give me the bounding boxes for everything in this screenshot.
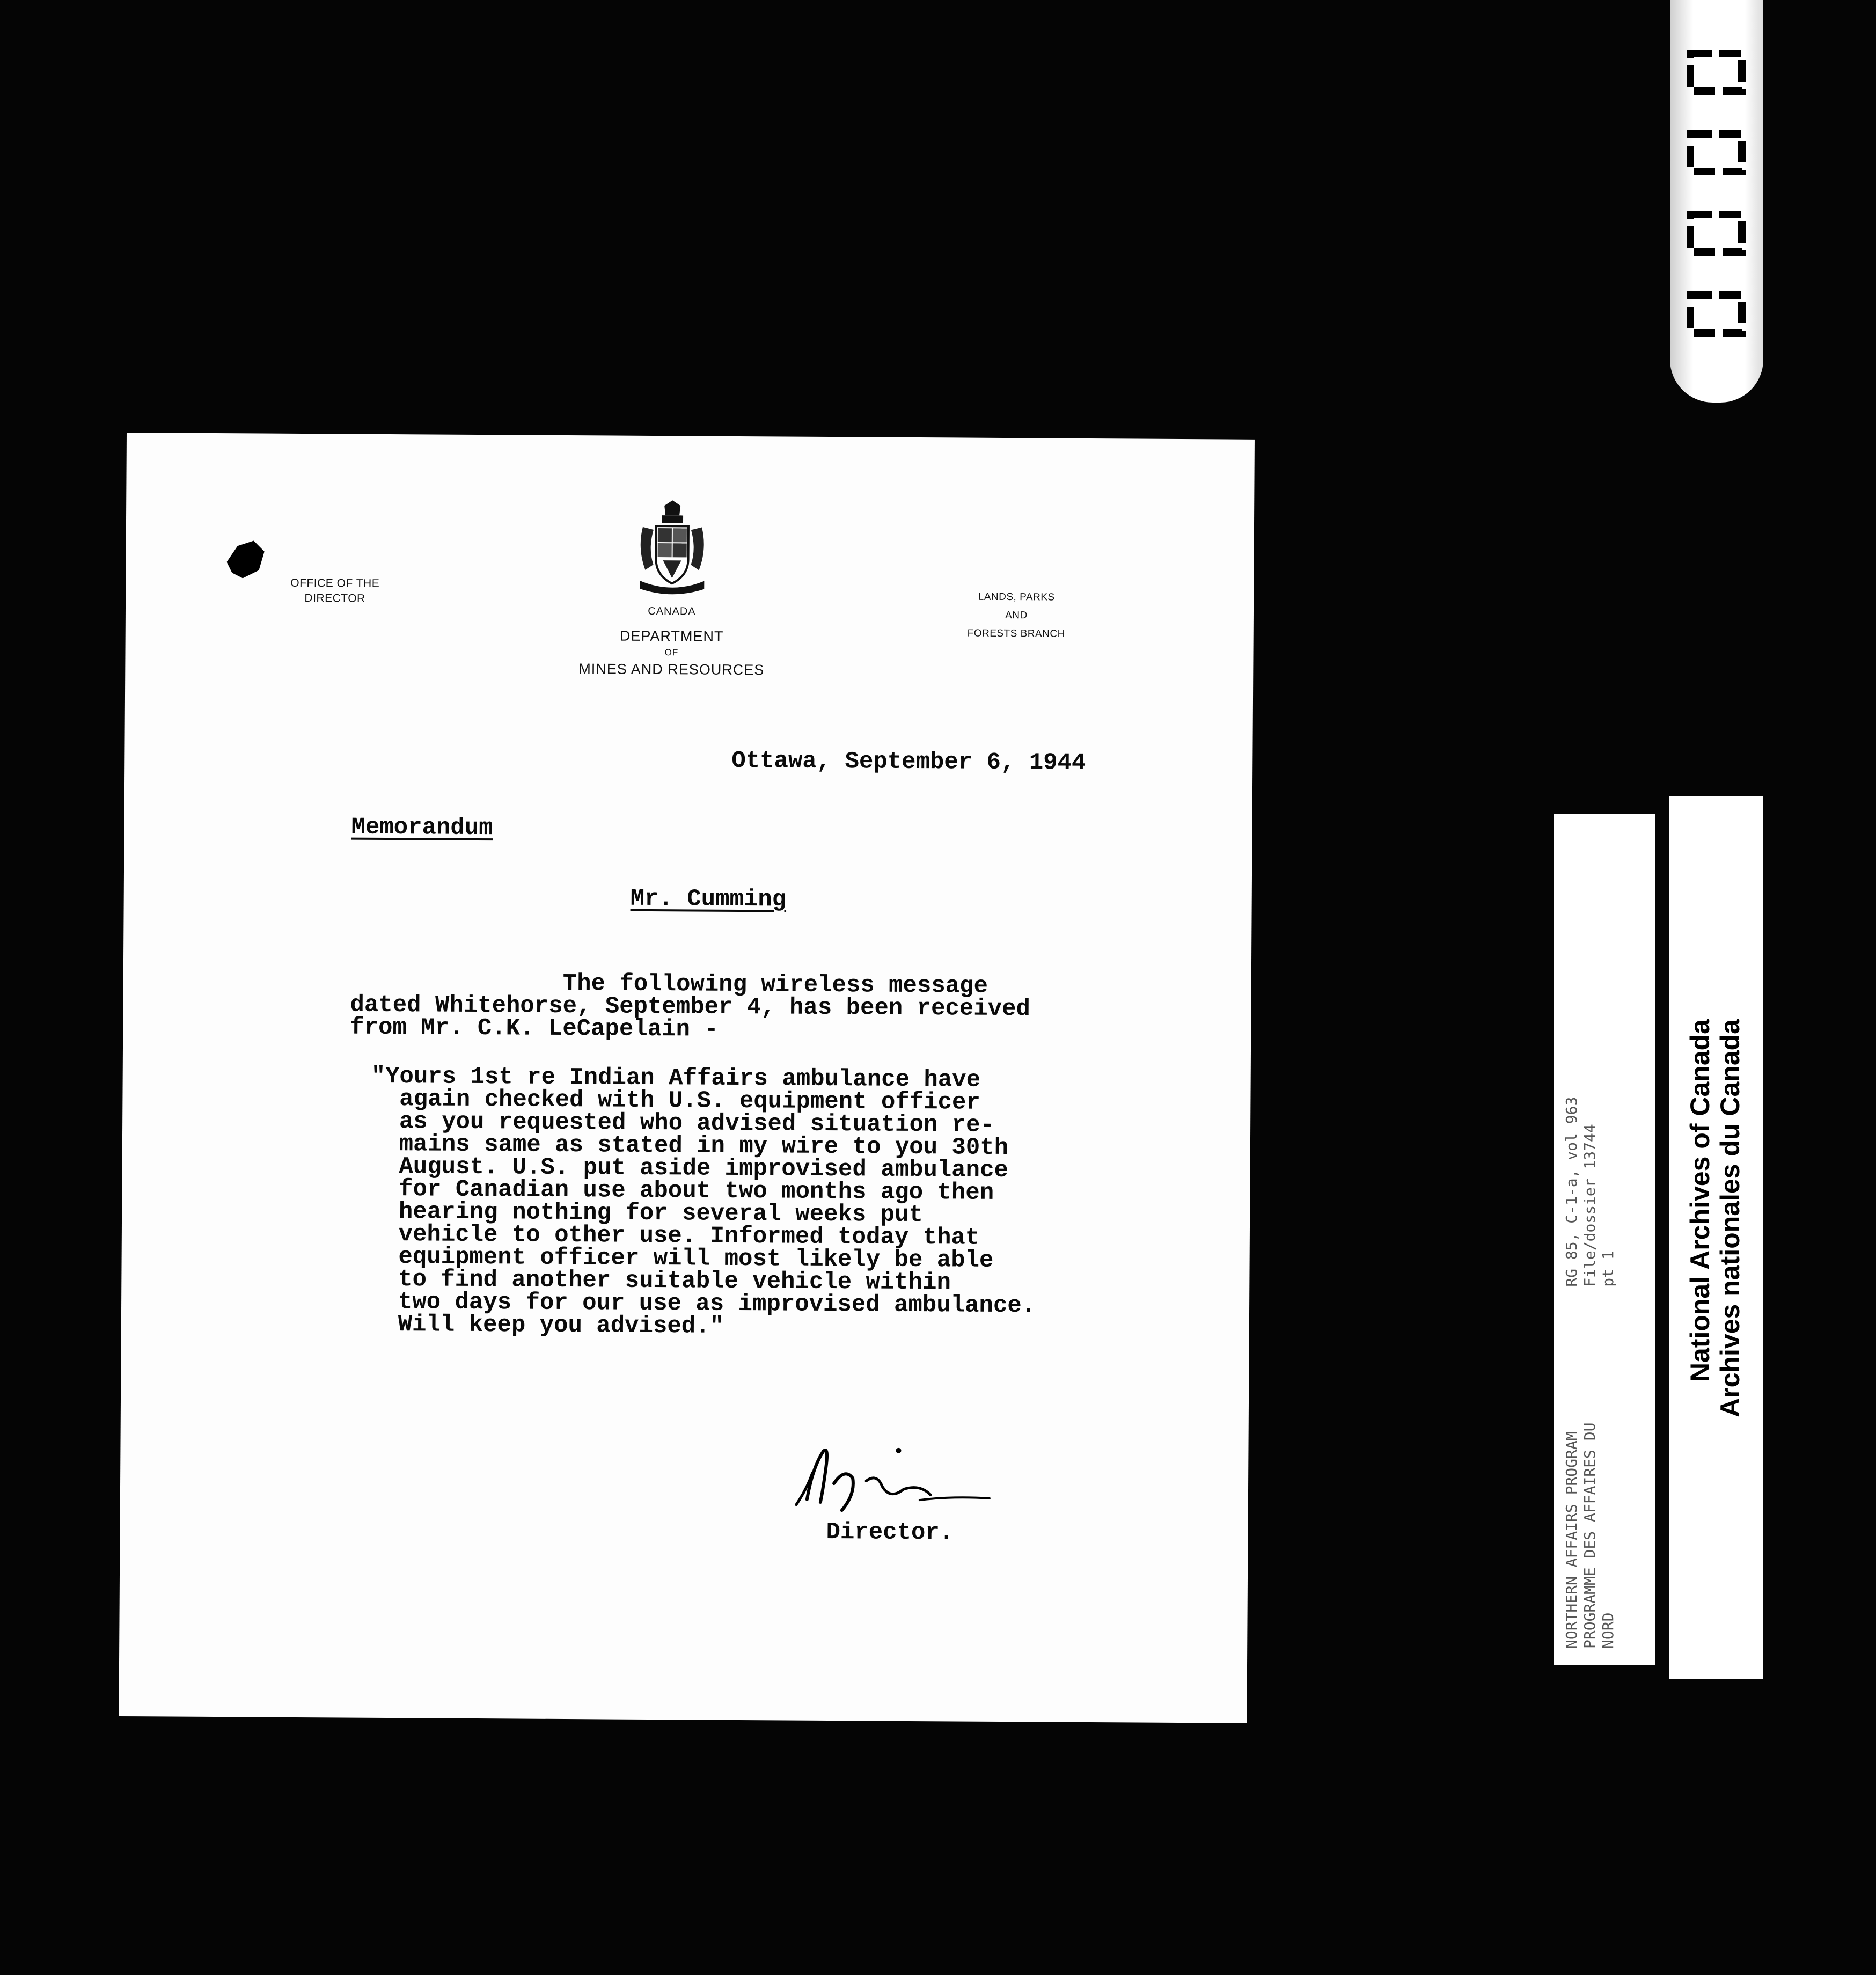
ink-blot bbox=[221, 530, 275, 584]
microfilm-strip bbox=[1670, 0, 1763, 403]
letterhead-branch-line: FORESTS BRANCH bbox=[967, 627, 1065, 640]
letterhead-country: CANADA bbox=[648, 605, 696, 618]
letterhead-dept-line: MINES AND RESOURCES bbox=[578, 661, 765, 678]
file-reference-text: NORTHERN AFFAIRS PROGRAM RG 85, C-1-a, vol 963 PROGRAMME DES AFFAIRES DU File/dossier 13744 NORD pt 1 bbox=[1563, 1096, 1617, 1649]
film-frame-mark bbox=[1686, 209, 1746, 258]
letterhead-branch-line: AND bbox=[1005, 610, 1028, 621]
letterhead-dept-line: OF bbox=[664, 647, 679, 658]
film-frame-mark bbox=[1686, 48, 1746, 97]
letter-date: Ottawa, September 6, 1944 bbox=[731, 747, 1086, 777]
film-frame-mark bbox=[1686, 290, 1746, 338]
handwritten-signature bbox=[791, 1435, 995, 1522]
letter-sheet bbox=[119, 433, 1255, 1723]
memo-title: Memorandum bbox=[351, 814, 493, 842]
letterhead-department bbox=[564, 500, 780, 680]
archives-name-en: National Archives of Canada bbox=[1685, 1019, 1715, 1382]
national-archives-label bbox=[1669, 796, 1763, 1679]
film-frame-mark bbox=[1686, 129, 1746, 177]
quoted-wireless-message: "Yours 1st re Indian Affairs ambulance have again checked with U.S. equipment officer as you requested who advised situation re- mains same as stated in my wire to you 30th August. U.S. put aside improvised ambulance for Canadian use about two months ago then hearing nothing for several weeks put vehicle to other use. Informed today that equipment officer will most likely be able to find another suitable vehicle within two days for our use as improvised ambulance. Will keep you advised." bbox=[369, 1063, 1036, 1340]
letterhead-office-line: DIRECTOR bbox=[304, 592, 365, 605]
archives-name bbox=[1685, 1019, 1745, 1663]
letterhead-office bbox=[281, 576, 389, 606]
archives-name-fr: Archives nationales du Canada bbox=[1715, 1019, 1745, 1417]
coat-of-arms-icon bbox=[632, 500, 713, 597]
archive-file-label bbox=[1554, 814, 1655, 1665]
addressee: Mr. Cumming bbox=[630, 885, 787, 913]
intro-paragraph: The following wireless message dated Whitehorse, September 4, has been received from Mr. C.K. LeCapelain - bbox=[350, 969, 1031, 1043]
letterhead-branch-line: LANDS, PARKS bbox=[978, 591, 1055, 603]
signatory-title: Director. bbox=[826, 1519, 954, 1547]
letterhead-branch bbox=[952, 588, 1081, 643]
letterhead-dept-line: DEPARTMENT bbox=[619, 627, 724, 645]
letterhead-office-line: OFFICE OF THE bbox=[290, 576, 380, 590]
